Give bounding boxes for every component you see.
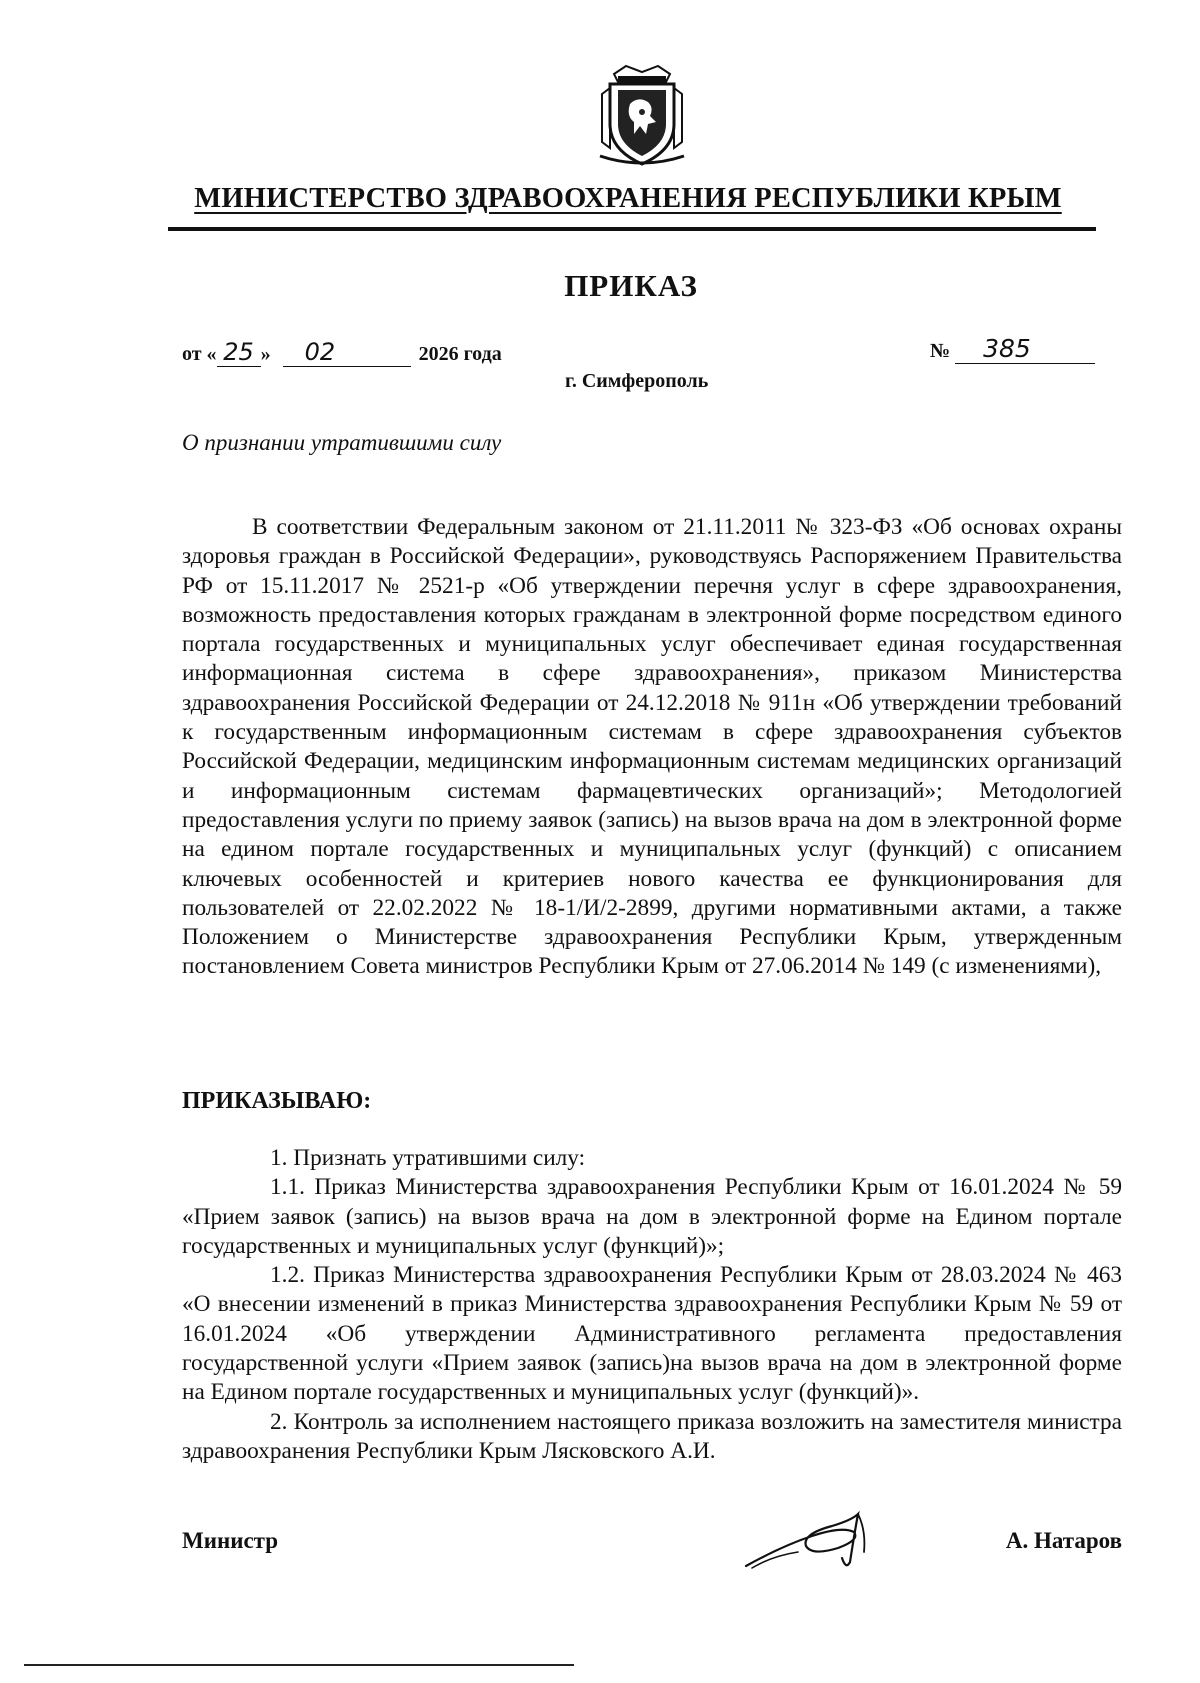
order-item: 2. Контроль за исполнением настоящего приказа возложить на заместителя министра здравоохранения Республики Крым Лясковского А.И. xyxy=(182,1408,1122,1464)
date-prefix: от « xyxy=(182,343,217,365)
date-year: 2026 года xyxy=(418,343,502,365)
order-item: 1.2. Приказ Министерства здравоохранения Республики Крым от 28.03.2024 № 463 «О внесении изменений в приказ Министерства здравоохранения Республики Крым № 59 от 16.01.2024 «Об утверждении Административного регламента предоставления государственной услуги «Прием заявок (запись)на вызов врача на дом в электронной форме на Едином портале государственных и муниципальных услуг (функций)». xyxy=(182,1262,1122,1406)
date-day: 25 xyxy=(217,338,261,367)
signatory-role: Министр xyxy=(182,1528,279,1553)
city: г. Симферополь xyxy=(565,370,709,392)
document-number xyxy=(930,334,1095,364)
number-label: № xyxy=(930,340,951,362)
footer-divider xyxy=(24,1664,574,1666)
date-month: 02 xyxy=(283,338,411,367)
handwritten-signature xyxy=(742,1506,892,1576)
coat-of-arms-icon xyxy=(596,64,688,168)
signature-block xyxy=(182,1520,1122,1580)
header-divider xyxy=(168,227,1096,231)
document-type: ПРИКАЗ xyxy=(564,268,698,303)
ministry-title: МИНИСТЕРСТВО ЗДРАВООХРАНЕНИЯ РЕСПУБЛИКИ КРЫМ xyxy=(194,183,1062,214)
order-heading: ПРИКАЗЫВАЮ: xyxy=(182,1088,372,1114)
order-items xyxy=(182,1144,1122,1466)
number-value: 385 xyxy=(955,334,1095,364)
date-quote-close: » xyxy=(260,343,271,365)
order-item: 1. Признать утратившими силу: xyxy=(270,1145,586,1171)
preamble-paragraph: В соответствии Федеральным законом от 21.11.2011 № 323-ФЗ «Об основах охраны здоровья граждан в Российской Федерации», руководствуясь Распоряжением Правительства РФ от 15.11.2017 № 2521-р «Об утверждении перечня услуг в сфере здравоохранения, возможность предоставления которых гражданам в электронной форме посредством единого портала государственных и муниципальных услуг обеспечивает единая государственная информационная система в сфере здравоохранения», приказом Министерства здравоохранения Российской Федерации от 24.12.2018 № 911н «Об утверждении требований к государственным информационным системам в сфере здравоохранения субъектов Российской Федерации, медицинским информационным системам медицинских организаций и информационным системам фармацевтических организаций»; Методологией предоставления услуги по приему заявок (запись) на вызов врача на дом в электронной форме на едином портале государственных и муниципальных услуг (функций) с описанием ключевых особенностей и критериев нового качества ее функционирования для пользователей от 22.02.2022 № 18-1/И/2-2899, другими нормативными актами, а также Положением о Министерстве здравоохранения Республики Крым, утвержденным постановлением Совета министров Республики Крым от 27.06.2014 № 149 (с изменениями), xyxy=(182,514,1122,980)
order-item: 1.1. Приказ Министерства здравоохранения Республики Крым от 16.01.2024 № 59 «Прием заявок (запись) на вызов врача на дом в электронной форме на Едином портале государственных и муниципальных услуг (функций)»; xyxy=(182,1174,1122,1259)
document-subject: О признании утратившими силу xyxy=(182,430,502,455)
signatory-name: А. Натаров xyxy=(1005,1528,1122,1553)
document-date xyxy=(182,338,502,367)
